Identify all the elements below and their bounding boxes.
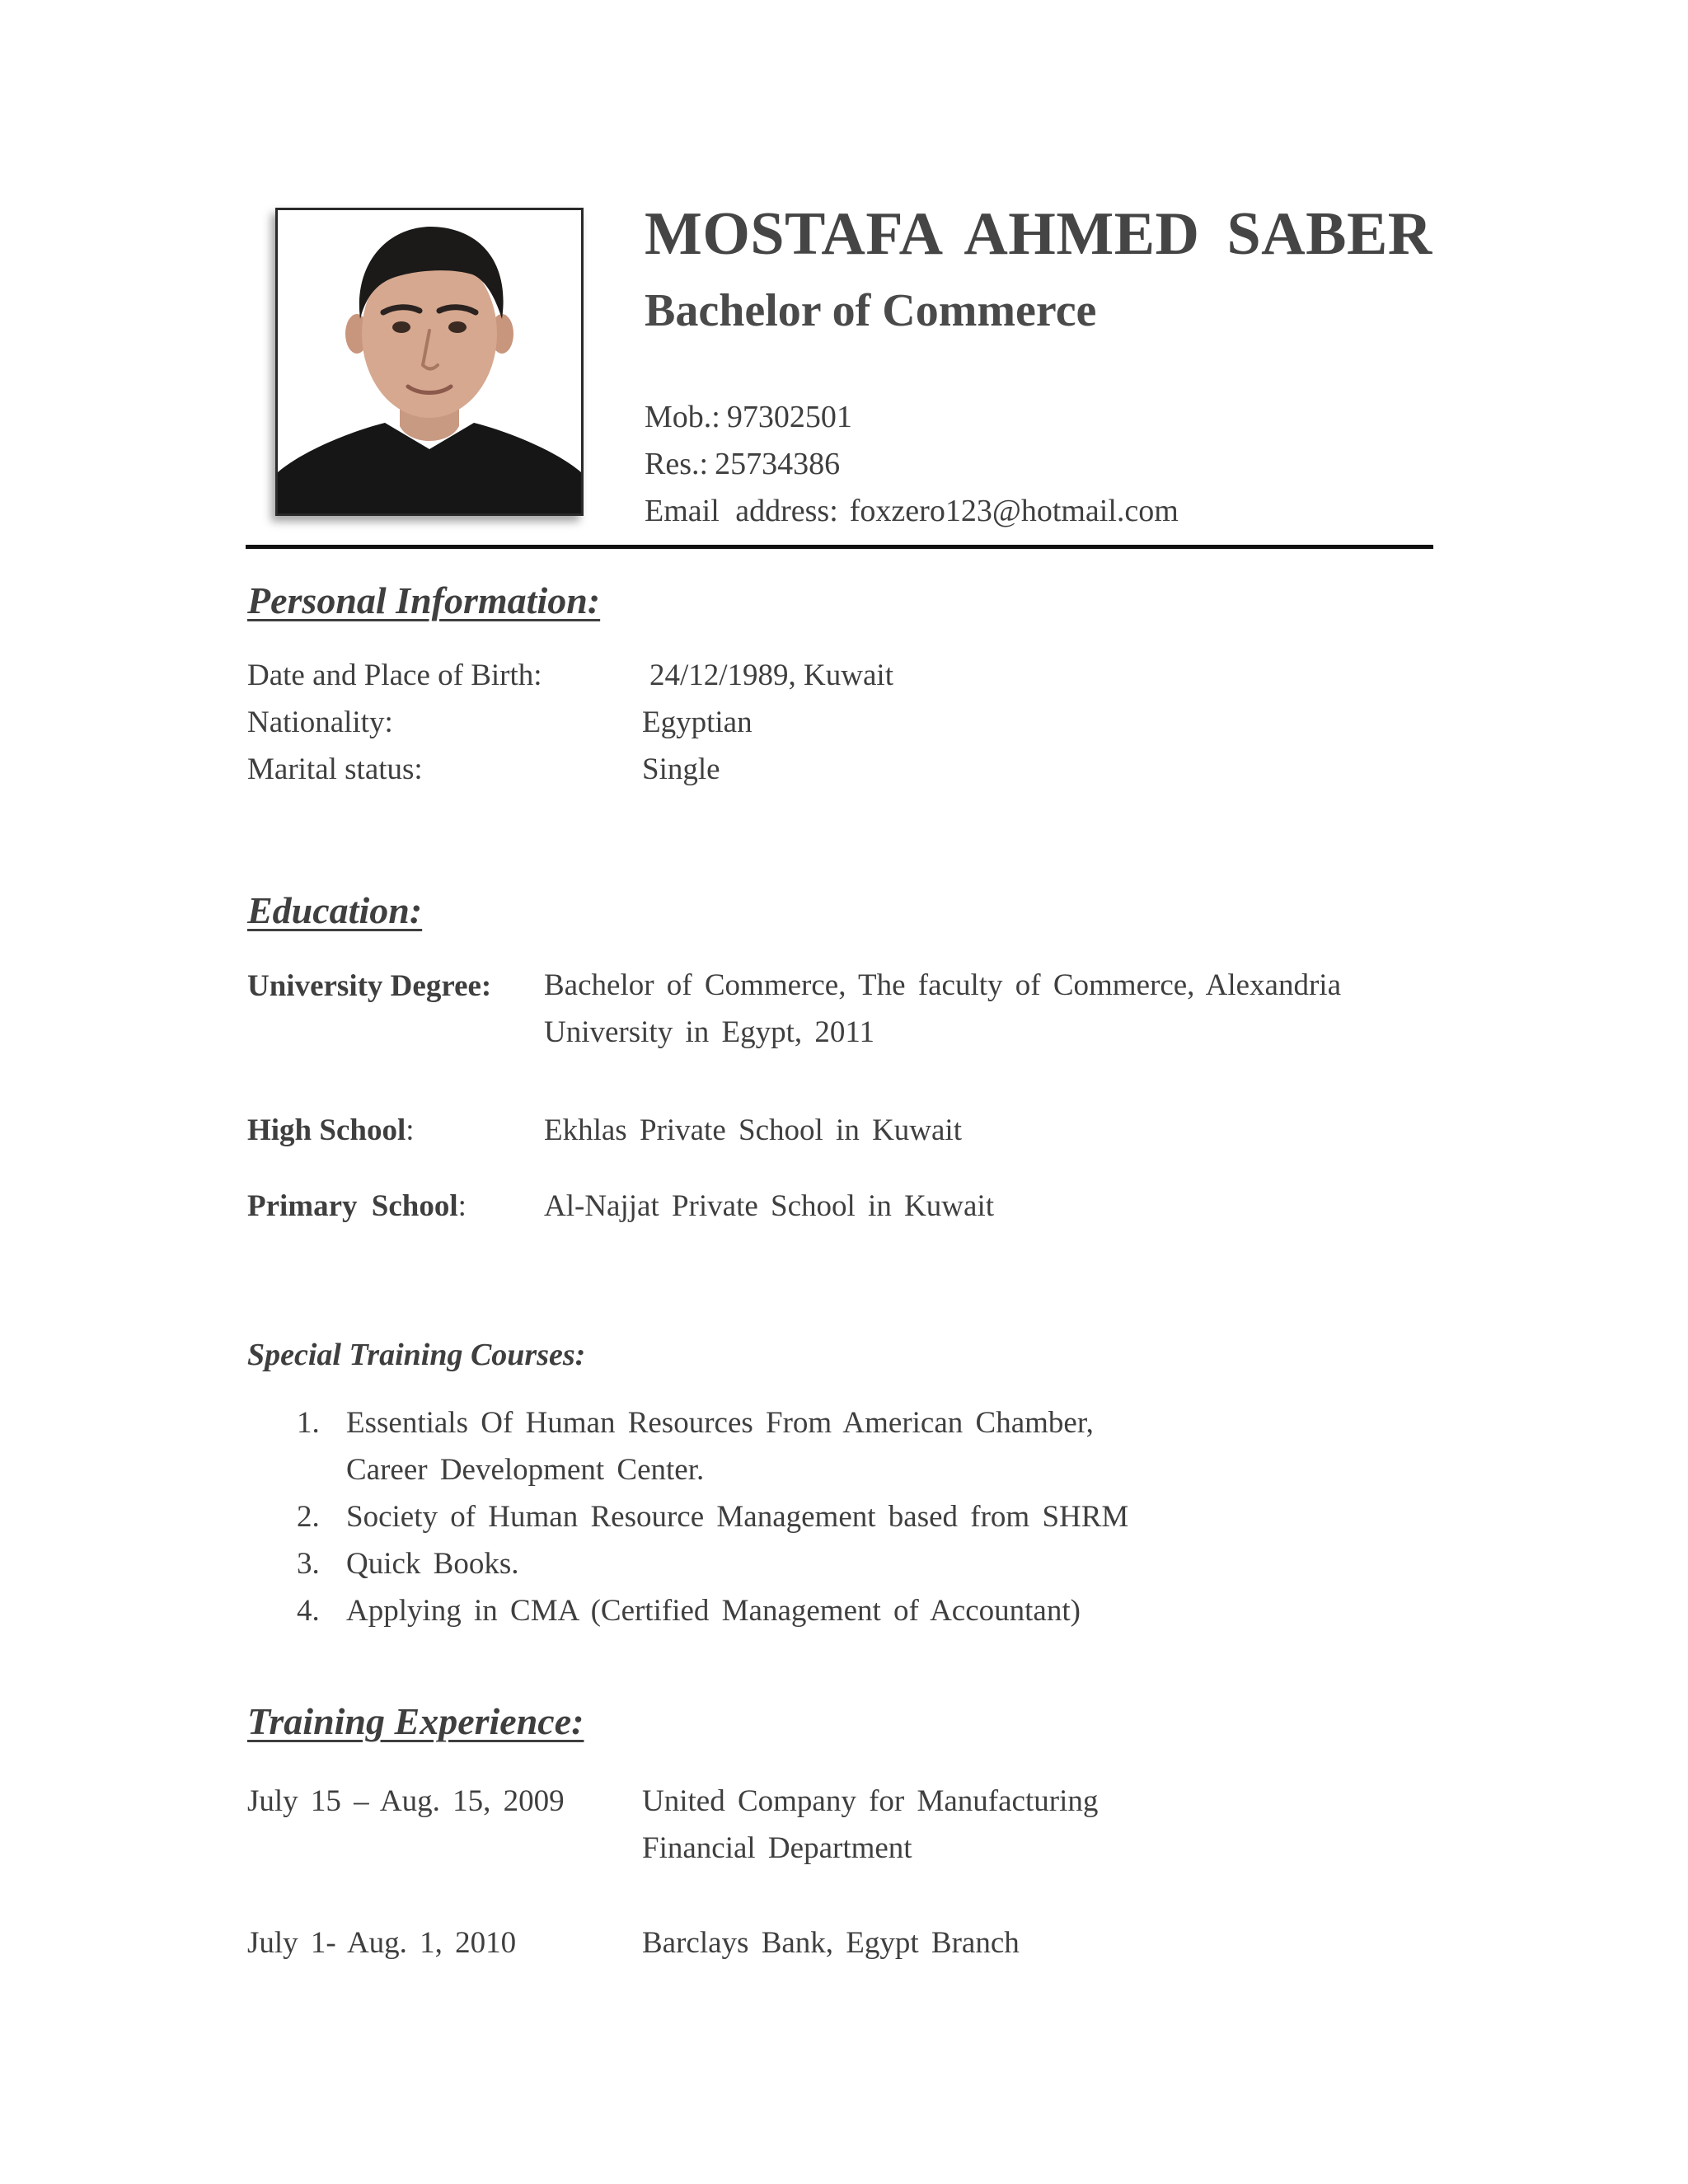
email-label: Email address:: [645, 494, 838, 528]
marital-label: Marital status:: [247, 752, 423, 786]
residence-number: 25734386: [715, 447, 841, 481]
birth-value: 24/12/1989, Kuwait: [649, 658, 893, 692]
email-address[interactable]: foxzero123@hotmail.com: [849, 494, 1179, 528]
marital-value: Single: [642, 752, 720, 786]
course-text: Quick Books.: [346, 1547, 519, 1581]
person-portrait-icon: [278, 210, 581, 513]
course-number: 4.: [297, 1594, 320, 1628]
high-school-colon: :: [406, 1113, 415, 1147]
email-line: [645, 493, 1179, 529]
residence-line: [645, 446, 840, 482]
high-school-value: Ekhlas Private School in Kuwait: [544, 1113, 962, 1147]
mobile-label: Mob.:: [645, 400, 720, 434]
mobile-number: 97302501: [726, 400, 852, 434]
experience-date: July 1- Aug. 1, 2010: [247, 1926, 517, 1960]
header-divider: [246, 545, 1433, 549]
primary-school-label-row: [247, 1188, 467, 1224]
birth-label: Date and Place of Birth:: [247, 658, 542, 692]
degree-title: Bachelor of Commerce: [645, 285, 1097, 336]
course-item: [297, 1493, 1418, 1540]
course-text: Applying in CMA (Certified Management of Accountant): [346, 1594, 1081, 1628]
applicant-name: MOSTAFA AHMED SABER: [645, 200, 1432, 268]
nationality-value: Egyptian: [642, 705, 753, 739]
course-number: 1.: [297, 1406, 320, 1440]
primary-school-label: Primary School: [247, 1189, 458, 1223]
training-courses-heading: Special Training Courses:: [247, 1338, 586, 1372]
experience-date: July 15 – Aug. 15, 2009: [247, 1784, 565, 1818]
nationality-label: Nationality:: [247, 705, 393, 739]
university-value: Bachelor of Commerce, The faculty of Commerce, Alexandria University in Egypt, 2011: [544, 968, 1341, 1049]
training-experience-heading: Training Experience:: [247, 1700, 584, 1742]
course-text: Essentials Of Human Resources From American Chamber, Career Development Center.: [346, 1406, 1094, 1487]
primary-school-value: Al-Najjat Private School in Kuwait: [544, 1189, 995, 1223]
primary-school-colon: :: [457, 1189, 467, 1223]
residence-label: Res.:: [645, 447, 709, 481]
course-item: [297, 1587, 1418, 1634]
university-label: University Degree:: [247, 969, 492, 1003]
mobile-line: [645, 399, 852, 435]
course-item: [297, 1540, 1418, 1587]
high-school-label-row: [247, 1113, 415, 1148]
course-text: Society of Human Resource Management based from SHRM: [346, 1500, 1129, 1534]
education-heading: Education:: [247, 889, 423, 931]
profile-photo: [275, 208, 584, 516]
experience-department: Financial Department: [642, 1831, 912, 1865]
high-school-label: High School: [247, 1113, 406, 1147]
personal-info-heading: Personal Information:: [247, 579, 601, 621]
experience-company: United Company for Manufacturing: [642, 1784, 1099, 1818]
course-number: 2.: [297, 1500, 320, 1534]
course-number: 3.: [297, 1547, 320, 1581]
experience-company: Barclays Bank, Egypt Branch: [642, 1926, 1020, 1960]
course-item: [297, 1399, 1170, 1493]
